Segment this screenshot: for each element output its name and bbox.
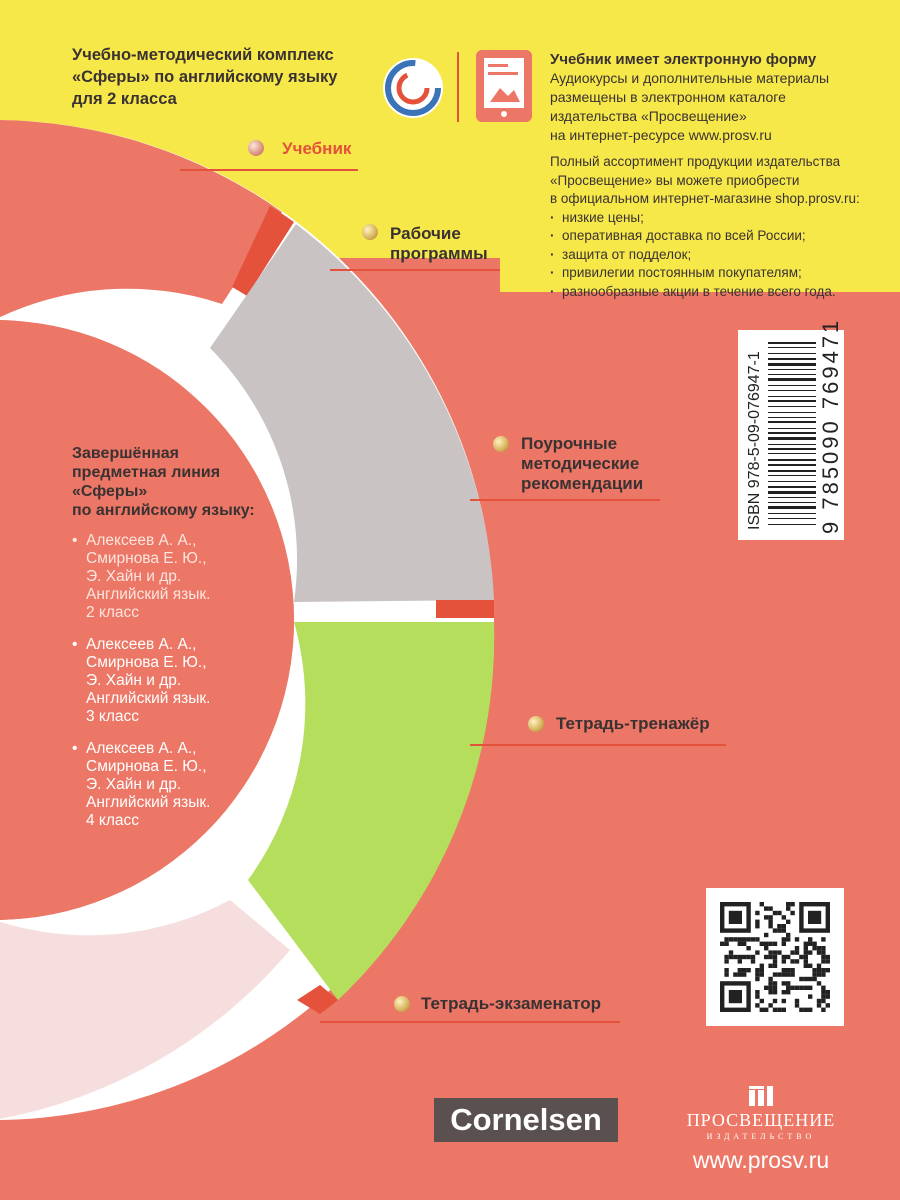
label-work-programs — [390, 224, 488, 264]
eform-title: Учебник имеет электронную форму — [550, 51, 817, 68]
isbn-barcode — [738, 317, 844, 540]
label-lesson-recs-1: Поурочные — [521, 434, 618, 453]
shop-item: · разнообразные акции в течение всего года. — [550, 283, 890, 302]
book-grade: 3 класс — [86, 708, 140, 725]
book-author-2: Смирнова Е. Ю., — [86, 758, 207, 775]
book-author-3: Э. Хайн и др. — [86, 568, 182, 585]
publisher-logo-icon — [747, 1086, 775, 1108]
eform-block — [550, 50, 890, 145]
series-book-item — [72, 740, 322, 830]
sfery-logo-icon — [383, 58, 443, 118]
book-author-2: Смирнова Е. Ю., — [86, 550, 207, 567]
eform-line-4: на интернет-ресурсе www.prosv.ru — [550, 127, 772, 143]
series-book-item — [72, 636, 322, 726]
shop-block — [550, 153, 890, 301]
eform-line-2: размещены в электронном каталоге — [550, 89, 786, 105]
complex-title — [72, 44, 372, 110]
complex-line-2: «Сферы» по английскому языку — [72, 68, 338, 86]
publisher-block — [676, 1086, 846, 1174]
book-title: Английский язык. — [86, 586, 211, 603]
book-author-3: Э. Хайн и др. — [86, 672, 182, 689]
shop-item: · защита от подделок; — [550, 246, 890, 265]
book-author-1: • Алексеев А. А., — [86, 740, 197, 757]
series-title-4: по английскому языку: — [72, 502, 255, 519]
isbn-label: ISBN 978-5-09-076947-1 — [746, 351, 763, 530]
book-grade: 2 класс — [86, 604, 140, 621]
book-title: Английский язык. — [86, 690, 211, 707]
isbn-digits: 9 785090 769471 — [818, 317, 843, 534]
bead-icon — [528, 716, 544, 732]
book-author-1: • Алексеев А. А., — [86, 532, 197, 549]
bead-icon — [394, 996, 410, 1012]
bead-icon — [248, 140, 264, 156]
book-grade: 4 класс — [86, 812, 140, 829]
shop-intro-3: в официальном интернет-магазине shop.prosv.ru: — [550, 191, 860, 206]
shop-item: · привилегии постоянным покупателям; — [550, 264, 890, 283]
book-title: Английский язык. — [86, 794, 211, 811]
eform-line-3: издательства «Просвещение» — [550, 108, 747, 124]
series-book-list — [72, 532, 322, 830]
label-trainer: Тетрадь-тренажёр — [556, 714, 710, 733]
book-author-2: Смирнова Е. Ю., — [86, 654, 207, 671]
eform-line-1: Аудиокурсы и дополнительные материалы — [550, 70, 830, 86]
series-book-item — [72, 532, 322, 622]
series-title-3: «Сферы» — [72, 483, 148, 500]
bead-icon — [493, 436, 509, 452]
label-lesson-recs-3: рекомендации — [521, 474, 644, 493]
book-author-1: • Алексеев А. А., — [86, 636, 197, 653]
publisher-name: ПРОСВЕЩЕНИЕ — [686, 1110, 836, 1130]
qr-code — [706, 888, 844, 1026]
shop-item: · оперативная доставка по всей России; — [550, 227, 890, 246]
shop-intro-1: Полный ассортимент продукции издательства — [550, 154, 841, 169]
label-lesson-recs-2: методические — [521, 454, 640, 473]
complex-line-3: для 2 класса — [72, 90, 177, 108]
series-title-1: Завершённая — [72, 445, 180, 462]
shop-list — [550, 209, 890, 302]
publisher-subtitle: ИЗДАТЕЛЬСТВО — [706, 1132, 816, 1141]
series-block — [72, 444, 322, 844]
qr-code-icon — [706, 888, 844, 1026]
shop-intro-2: «Просвещение» вы можете приобрести — [550, 172, 800, 188]
label-textbook: Учебник — [282, 139, 352, 158]
book-author-3: Э. Хайн и др. — [86, 776, 182, 793]
publisher-url[interactable]: www.prosv.ru — [692, 1147, 830, 1173]
ring-accent-2 — [436, 600, 494, 618]
label-work-programs-1: Рабочие — [390, 224, 461, 243]
complex-line-1: Учебно-методический комплекс — [72, 46, 334, 64]
shop-item: · низкие цены; — [550, 209, 890, 228]
label-lesson-recs — [521, 434, 643, 494]
series-title-2: предметная линия — [72, 464, 221, 481]
bead-icon — [362, 224, 378, 240]
label-examiner: Тетрадь-экзаменатор — [421, 994, 602, 1013]
cornelsen-logo: Cornelsen — [434, 1098, 618, 1142]
tablet-icon — [476, 50, 532, 122]
label-work-programs-2: программы — [390, 244, 488, 263]
